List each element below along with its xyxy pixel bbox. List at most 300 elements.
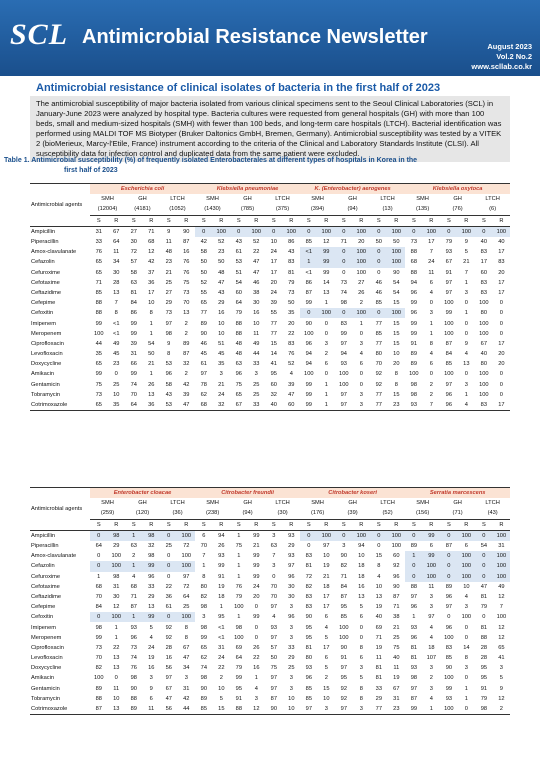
organism-header: Citrobacter freundii <box>195 488 300 499</box>
susceptibility-value: 88 <box>235 320 242 327</box>
susceptibility-value: 3 <box>272 532 276 539</box>
susceptibility-value: 75 <box>95 381 102 388</box>
susceptibility-value: 100 <box>178 530 196 541</box>
susceptibility-value: 65 <box>95 269 102 276</box>
susceptibility-value: 3 <box>429 593 433 600</box>
susceptibility-value: 12 <box>498 624 505 631</box>
susceptibility-value: <1 <box>113 320 120 327</box>
susceptibility-value: 51 <box>235 269 242 276</box>
susceptibility-value: 99 <box>130 330 137 337</box>
susceptibility-value: 100 <box>178 612 196 622</box>
susceptibility-value: 20 <box>358 239 365 246</box>
susceptibility-value: 82 <box>305 583 312 590</box>
susceptibility-value: 85 <box>305 685 312 692</box>
susceptibility-value: 13 <box>113 655 120 662</box>
susceptibility-value: 90 <box>393 269 400 276</box>
susceptibility-value: 31 <box>218 644 225 651</box>
susceptibility-value: 20 <box>498 361 505 368</box>
susceptibility-value: 90 <box>305 614 312 621</box>
s-header: S <box>265 519 283 530</box>
susceptibility-value: 85 <box>200 706 207 713</box>
susceptibility-value: 0 <box>464 320 468 327</box>
isolate-count: (176) <box>300 508 335 519</box>
susceptibility-value: 17 <box>428 239 435 246</box>
susceptibility-value: 100 <box>388 226 406 237</box>
susceptibility-value: 99 <box>305 300 312 307</box>
susceptibility-value: 98 <box>165 330 172 337</box>
susceptibility-value: 3 <box>219 371 223 378</box>
susceptibility-value: 100 <box>493 530 511 541</box>
agent-name: Ciprofloxacin <box>31 644 64 651</box>
susceptibility-value: 99 <box>423 530 441 541</box>
susceptibility-value: 3 <box>289 675 293 682</box>
susceptibility-value: 98 <box>200 604 207 611</box>
susceptibility-value: 0 <box>440 226 458 237</box>
susceptibility-value: 1 <box>125 561 143 571</box>
susceptibility-value: 0 <box>405 226 423 237</box>
susceptibility-value: 0 <box>167 573 171 580</box>
agent-name: Cefotaxime <box>31 279 60 286</box>
susceptibility-value: 0 <box>447 614 451 621</box>
susceptibility-value: 36 <box>148 402 155 409</box>
r-header: R <box>423 519 441 530</box>
susceptibility-value: 83 <box>340 320 347 327</box>
susceptibility-value: 22 <box>113 644 120 651</box>
susceptibility-value: 100 <box>444 330 454 337</box>
susceptibility-value: 8 <box>202 573 206 580</box>
susceptibility-value: 97 <box>270 685 277 692</box>
susceptibility-value: 96 <box>305 340 312 347</box>
organism-header: Serratia marcescens <box>405 488 510 499</box>
susceptibility-value: 96 <box>410 289 417 296</box>
susceptibility-value: 73 <box>95 644 102 651</box>
susceptibility-value: 5 <box>324 665 328 672</box>
agent-name: Tobramycin <box>31 695 61 702</box>
susceptibility-value: 50 <box>393 239 400 246</box>
susceptibility-value: 44 <box>253 351 260 358</box>
susceptibility-value: 31 <box>113 583 120 590</box>
isolate-count: (135) <box>405 204 440 215</box>
susceptibility-value: 77 <box>375 391 382 398</box>
susceptibility-value: 75 <box>235 543 242 550</box>
susceptibility-value: 65 <box>498 644 505 651</box>
susceptibility-value: 58 <box>130 269 137 276</box>
website-link[interactable]: www.scllab.co.kr <box>471 62 532 71</box>
susceptibility-value: 65 <box>200 300 207 307</box>
susceptibility-value: 98 <box>410 391 417 398</box>
susceptibility-value: 17 <box>323 644 330 651</box>
susceptibility-value: 99 <box>130 320 137 327</box>
susceptibility-value: 31 <box>498 543 505 550</box>
susceptibility-value: 0 <box>440 551 458 561</box>
susceptibility-value: 99 <box>305 391 312 398</box>
susceptibility-value: 40 <box>375 614 382 621</box>
susceptibility-value: 63 <box>270 543 277 550</box>
susceptibility-value: 99 <box>423 551 441 561</box>
susceptibility-value: 73 <box>340 279 347 286</box>
susceptibility-value: 52 <box>218 239 225 246</box>
susceptibility-value: 77 <box>375 340 382 347</box>
susceptibility-value: 10 <box>218 320 225 327</box>
susceptibility-value: 85 <box>375 300 382 307</box>
susceptibility-value: 99 <box>340 330 347 337</box>
susceptibility-value: 99 <box>410 706 418 713</box>
susceptibility-value: 97 <box>410 685 418 692</box>
r-header: R <box>353 519 371 530</box>
susceptibility-value: 58 <box>200 249 207 256</box>
susceptibility-value: 0 <box>499 310 503 317</box>
susceptibility-value: 0 <box>359 634 363 641</box>
table-row <box>30 390 510 400</box>
susceptibility-value: 100 <box>94 330 104 337</box>
susceptibility-value: 73 <box>130 644 137 651</box>
susceptibility-value: 22 <box>165 583 172 590</box>
susceptibility-value: 16 <box>358 583 365 590</box>
susceptibility-value: 88 <box>95 695 102 702</box>
susceptibility-value: 8 <box>394 371 398 378</box>
susceptibility-value: 61 <box>165 604 172 611</box>
susceptibility-value: 50 <box>270 655 277 662</box>
susceptibility-value: 44 <box>95 340 102 347</box>
hospital-type-header: GH <box>243 196 252 203</box>
agent-name: Imipenem <box>31 624 56 631</box>
susceptibility-value: 100 <box>493 551 511 561</box>
susceptibility-value: 10 <box>375 583 382 590</box>
susceptibility-value: 50 <box>288 300 295 307</box>
table-row <box>30 237 510 247</box>
susceptibility-value: 1 <box>464 391 468 398</box>
isolate-count: (1430) <box>195 204 230 215</box>
susceptibility-value: 9 <box>167 228 171 235</box>
susceptibility-value: 42 <box>148 259 155 266</box>
susceptibility-value: 94 <box>305 361 312 368</box>
susceptibility-value: 88 <box>410 583 418 590</box>
isolate-count: (94) <box>230 508 265 519</box>
susceptibility-value: 5 <box>219 695 223 702</box>
susceptibility-value: 23 <box>393 402 400 409</box>
susceptibility-value: 29 <box>375 695 382 702</box>
table-row <box>30 329 510 339</box>
susceptibility-value: 0 <box>335 226 353 237</box>
susceptibility-value: 100 <box>409 371 419 378</box>
susceptibility-value: 100 <box>108 561 126 571</box>
susceptibility-value: 16 <box>148 665 155 672</box>
susceptibility-value: 100 <box>304 330 314 337</box>
isolate-count: (13) <box>370 204 405 215</box>
susceptibility-value: 16 <box>253 665 260 672</box>
susceptibility-value: 89 <box>410 543 418 550</box>
susceptibility-value: 6 <box>149 695 153 702</box>
s-header: S <box>125 215 143 226</box>
susceptibility-value: 32 <box>218 402 225 409</box>
r-header: R <box>108 519 126 530</box>
susceptibility-value: 83 <box>498 259 505 266</box>
susceptibility-value: 7 <box>464 269 468 276</box>
susceptibility-value: 0 <box>377 269 381 276</box>
hospital-type-header: GH <box>138 500 147 507</box>
susceptibility-value: 1 <box>149 371 153 378</box>
susceptibility-value: 17 <box>498 289 505 296</box>
susceptibility-value: 99 <box>143 561 161 571</box>
agent-name: Cefoxitin <box>31 614 54 621</box>
hospital-type-header: SMH <box>416 196 429 203</box>
s-header: S <box>300 519 318 530</box>
susceptibility-value: 43 <box>288 249 295 256</box>
susceptibility-value: 57 <box>270 644 277 651</box>
susceptibility-value: 25 <box>113 381 120 388</box>
susceptibility-value: 35 <box>113 402 120 409</box>
susceptibility-value: 74 <box>340 289 347 296</box>
susceptibility-value: 53 <box>165 402 172 409</box>
susceptibility-value: 70 <box>183 300 190 307</box>
susceptibility-value: 81 <box>305 644 312 651</box>
susceptibility-value: 85 <box>305 695 312 702</box>
susceptibility-value: 0 <box>254 604 258 611</box>
susceptibility-value: 7 <box>114 300 118 307</box>
susceptibility-value: 4 <box>289 371 293 378</box>
susceptibility-value: 1 <box>125 612 143 622</box>
susceptibility-value: 0 <box>300 530 318 541</box>
hospital-type-header: LTCH <box>380 500 395 507</box>
susceptibility-value: 0 <box>272 573 276 580</box>
susceptibility-value: 69 <box>235 644 242 651</box>
susceptibility-value: 93 <box>218 553 225 560</box>
susceptibility-value: 35 <box>95 351 102 358</box>
susceptibility-value: 54 <box>480 543 488 550</box>
susceptibility-value: 30 <box>113 269 120 276</box>
susceptibility-value: 1 <box>324 381 328 388</box>
susceptibility-value: 8 <box>394 381 398 388</box>
susceptibility-value: 0 <box>324 320 328 327</box>
susceptibility-value: 67 <box>480 340 487 347</box>
susceptibility-value: 11 <box>148 706 155 713</box>
susceptibility-value: 26 <box>218 543 225 550</box>
susceptibility-value: 75 <box>235 381 242 388</box>
susceptibility-value: 3 <box>359 706 363 713</box>
isolate-count: (12004) <box>90 204 125 215</box>
susceptibility-value: 31 <box>130 351 137 358</box>
susceptibility-value: 72 <box>130 249 137 256</box>
susceptibility-value: 0 <box>499 391 503 398</box>
susceptibility-value: 100 <box>283 226 301 237</box>
susceptibility-value: 99 <box>95 320 102 327</box>
s-header: S <box>335 215 353 226</box>
susceptibility-value: 0 <box>160 530 178 541</box>
susceptibility-value: 96 <box>410 310 417 317</box>
r-header: R <box>178 519 196 530</box>
susceptibility-value: 0 <box>499 381 503 388</box>
susceptibility-value: 53 <box>235 259 242 266</box>
susceptibility-value: 98 <box>340 300 347 307</box>
table-row <box>30 257 510 267</box>
table-row <box>30 653 510 663</box>
susceptibility-value: 19 <box>375 604 382 611</box>
susceptibility-value: 1 <box>125 530 143 541</box>
susceptibility-value: 29 <box>148 593 155 600</box>
susceptibility-value: 0 <box>370 226 388 237</box>
susceptibility-value: 1 <box>429 706 433 713</box>
susceptibility-value: 21 <box>253 543 260 550</box>
organism-header: Enterobacter cloacae <box>90 488 195 499</box>
s-header: S <box>230 215 248 226</box>
susceptibility-value: 98 <box>200 675 207 682</box>
susceptibility-value: 60 <box>270 381 277 388</box>
susceptibility-value: 17 <box>323 604 330 611</box>
susceptibility-value: 99 <box>323 269 330 276</box>
susceptibility-value: 3 <box>202 614 206 621</box>
susceptibility-value: 97 <box>428 614 435 621</box>
susceptibility-value: 10 <box>148 300 155 307</box>
susceptibility-value: 100 <box>479 330 489 337</box>
susceptibility-value: 25 <box>288 665 295 672</box>
agent-name: Amikacin <box>31 675 55 682</box>
susceptibility-value: 0 <box>90 561 108 571</box>
susceptibility-value: 84 <box>445 351 452 358</box>
susceptibility-value: 18 <box>428 644 435 651</box>
susceptibility-value: 83 <box>480 249 487 256</box>
susceptibility-value: 15 <box>393 300 400 307</box>
susceptibility-value: 64 <box>235 300 242 307</box>
isolate-count: (30) <box>265 508 300 519</box>
susceptibility-value: 0 <box>342 269 346 276</box>
susceptibility-value: 3 <box>342 543 346 550</box>
susceptibility-value: 0 <box>254 634 258 641</box>
susceptibility-value: 0 <box>90 530 108 541</box>
susceptibility-value: 4 <box>377 573 381 580</box>
susceptibility-value: 93 <box>130 624 137 631</box>
susceptibility-value: 1 <box>464 685 468 692</box>
agent-column-header: Antimicrobial agents <box>31 201 83 208</box>
susceptibility-value: 47 <box>253 269 260 276</box>
susceptibility-value: 91 <box>410 340 417 347</box>
isolate-count: (6) <box>475 204 510 215</box>
susceptibility-value: 88 <box>410 249 417 256</box>
susceptibility-value: 100 <box>493 226 511 237</box>
susceptibility-value: 12 <box>148 249 155 256</box>
susceptibility-value: 2 <box>429 391 433 398</box>
susceptibility-value: 93 <box>340 361 347 368</box>
agent-name: Gentamicin <box>31 381 60 388</box>
susceptibility-value: 73 <box>288 289 295 296</box>
susceptibility-value: 99 <box>318 247 336 257</box>
susceptibility-value: 87 <box>130 604 137 611</box>
susceptibility-value: 84 <box>340 583 347 590</box>
susceptibility-value: 0 <box>265 226 283 237</box>
susceptibility-value: 70 <box>270 593 277 600</box>
susceptibility-value: 96 <box>393 573 400 580</box>
susceptibility-value: 67 <box>113 228 120 235</box>
susceptibility-value: 99 <box>410 330 417 337</box>
susceptibility-value: 70 <box>95 655 102 662</box>
susceptibility-value: 50 <box>200 259 207 266</box>
susceptibility-value: 30 <box>113 593 120 600</box>
susceptibility-value: 3 <box>359 665 363 672</box>
susceptibility-value: 1 <box>464 310 468 317</box>
susceptibility-value: 96 <box>445 624 453 631</box>
susceptibility-value: 92 <box>340 695 347 702</box>
susceptibility-value: 11 <box>428 583 435 590</box>
organism-header: K. (Enterobacter) aerogenes <box>300 184 405 195</box>
susceptibility-value: 77 <box>270 330 277 337</box>
susceptibility-value: 63 <box>130 279 137 286</box>
susceptibility-value: 1 <box>324 391 328 398</box>
susceptibility-value: 100 <box>423 226 441 237</box>
susceptibility-value: 22 <box>253 249 260 256</box>
susceptibility-value: 4 <box>324 624 328 631</box>
agent-name: Tobramycin <box>31 391 61 398</box>
susceptibility-value: 58 <box>165 381 172 388</box>
susceptibility-value: 3 <box>429 310 433 317</box>
susceptibility-value: 92 <box>165 634 172 641</box>
susceptibility-value: 3 <box>359 402 363 409</box>
r-header: R <box>283 215 301 226</box>
susceptibility-value: 97 <box>340 391 347 398</box>
susceptibility-value: 100 <box>458 530 476 541</box>
susceptibility-value: 67 <box>235 402 242 409</box>
susceptibility-value: 33 <box>253 402 260 409</box>
susceptibility-value: 72 <box>183 583 190 590</box>
s-header: S <box>440 215 458 226</box>
hospital-type-header: LTCH <box>380 196 395 203</box>
susceptibility-value: 86 <box>305 279 312 286</box>
susceptibility-value: 96 <box>288 573 295 580</box>
isolate-count: (43) <box>475 508 510 519</box>
susceptibility-value: 47 <box>183 655 190 662</box>
susceptibility-value: 83 <box>305 553 312 560</box>
susceptibility-value: 19 <box>323 563 330 570</box>
susceptibility-value: 24 <box>270 289 277 296</box>
susceptibility-value: 30 <box>130 239 137 246</box>
susceptibility-value: 90 <box>393 583 400 590</box>
susceptibility-value: 0 <box>464 624 468 631</box>
susceptibility-value: 92 <box>340 685 347 692</box>
susceptibility-value: 99 <box>305 381 312 388</box>
table-row <box>30 551 510 561</box>
susceptibility-value: 100 <box>458 572 476 582</box>
susceptibility-value: 26 <box>358 289 365 296</box>
susceptibility-value: 81 <box>305 563 312 570</box>
susceptibility-value: 31 <box>95 228 102 235</box>
susceptibility-value: 83 <box>445 644 453 651</box>
susceptibility-value: 95 <box>235 685 242 692</box>
susceptibility-value: 85 <box>95 289 102 296</box>
susceptibility-value: 0 <box>335 247 353 257</box>
isolate-count: (375) <box>265 204 300 215</box>
susceptibility-value: 96 <box>410 604 418 611</box>
susceptibility-value: 7 <box>429 402 433 409</box>
susceptibility-value: 63 <box>235 361 242 368</box>
susceptibility-value: 40 <box>480 351 487 358</box>
isolate-count: (120) <box>125 508 160 519</box>
susceptibility-value: 64 <box>183 593 190 600</box>
susceptibility-value: 100 <box>318 226 336 237</box>
r-header: R <box>213 215 231 226</box>
susceptibility-value: 4 <box>464 593 468 600</box>
susceptibility-value: 22 <box>288 330 295 337</box>
scl-logo: SCL <box>10 18 69 51</box>
susceptibility-value: 99 <box>445 685 453 692</box>
susceptibility-value: 68 <box>130 583 137 590</box>
susceptibility-value: 24 <box>148 644 155 651</box>
table-row <box>30 278 510 288</box>
susceptibility-value: 87 <box>270 695 277 702</box>
susceptibility-value: 0 <box>499 371 503 378</box>
agent-name: Levofloxacin <box>31 655 63 662</box>
susceptibility-value: 30 <box>253 300 260 307</box>
susceptibility-value: 89 <box>200 320 207 327</box>
susceptibility-value: 97 <box>410 593 418 600</box>
susceptibility-value: 10 <box>218 330 225 337</box>
